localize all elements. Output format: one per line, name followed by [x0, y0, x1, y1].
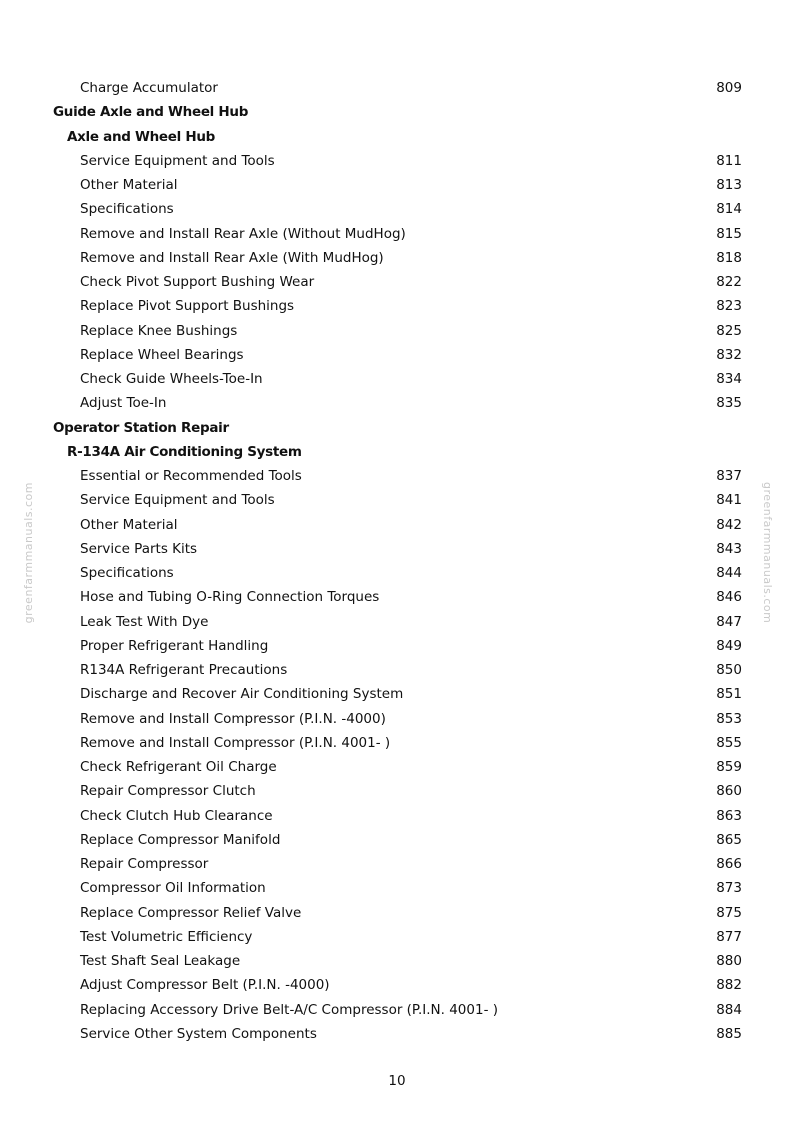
toc-entry-page: 823 — [716, 298, 742, 315]
toc-entry-page: 875 — [716, 904, 742, 921]
toc-entry[interactable] — [0, 828, 794, 852]
toc-entry-page: 811 — [716, 152, 742, 169]
toc-entry[interactable] — [0, 925, 794, 949]
toc-entry-page: 832 — [716, 346, 742, 363]
toc-entry-title: Adjust Compressor Belt (P.I.N. -4000) — [80, 977, 330, 994]
toc-entry[interactable] — [0, 464, 794, 488]
toc-entry-title: Replace Compressor Manifold — [80, 831, 281, 848]
toc-entry[interactable] — [0, 658, 794, 682]
toc-entry-title: Other Material — [80, 177, 178, 193]
toc-entry-page: 842 — [716, 516, 742, 533]
toc-entry-title: Replacing Accessory Drive Belt-A/C Compressor (P.I.N. 4001- ) — [80, 1001, 499, 1018]
toc-entry-title: Compressor Oil Information — [80, 880, 266, 897]
toc-entry[interactable] — [0, 537, 794, 561]
toc-entry[interactable] — [0, 804, 794, 828]
toc-entry-title: Replace Compressor Relief Valve — [80, 904, 302, 921]
toc-entry[interactable] — [0, 367, 794, 391]
toc-section-heading[interactable] — [0, 416, 794, 440]
toc-entry[interactable] — [0, 246, 794, 270]
toc-entry[interactable] — [0, 391, 794, 415]
toc-entry-title: Repair Compressor Clutch — [80, 783, 256, 800]
toc-entry-page: 814 — [716, 201, 742, 218]
toc-entry-page: 813 — [716, 177, 742, 193]
toc-entry-title: Replace Knee Bushings — [80, 322, 238, 339]
toc-entry-title: Check Pivot Support Bushing Wear — [80, 274, 315, 290]
table-of-contents — [0, 76, 794, 1046]
toc-entry[interactable] — [0, 173, 794, 197]
toc-entry[interactable] — [0, 343, 794, 367]
toc-entry-page: 865 — [716, 831, 742, 848]
toc-entry-title: Service Equipment and Tools — [80, 152, 275, 169]
toc-entry-page: 885 — [716, 1025, 742, 1042]
toc-entry[interactable] — [0, 197, 794, 221]
toc-entry[interactable] — [0, 949, 794, 973]
toc-entry[interactable] — [0, 149, 794, 173]
toc-entry-page: 843 — [716, 540, 742, 557]
toc-entry[interactable] — [0, 270, 794, 294]
toc-entry-title: Repair Compressor — [80, 856, 209, 872]
toc-entry-page: 884 — [716, 1001, 742, 1018]
toc-entry-title: Check Refrigerant Oil Charge — [80, 759, 277, 775]
toc-entry-page: 809 — [716, 80, 742, 96]
toc-entry-page: 880 — [716, 953, 742, 969]
toc-entry-page: 850 — [716, 662, 742, 678]
toc-entry-title: Specifications — [80, 201, 174, 218]
toc-entry-page: 877 — [716, 928, 742, 945]
toc-entry-page: 851 — [716, 686, 742, 703]
toc-entry[interactable] — [0, 731, 794, 755]
toc-entry[interactable] — [0, 779, 794, 803]
toc-entry[interactable] — [0, 585, 794, 609]
toc-entry-title: Replace Wheel Bearings — [80, 346, 244, 363]
toc-entry-page: 866 — [716, 856, 742, 872]
toc-entry-page: 835 — [716, 395, 742, 412]
toc-entry[interactable] — [0, 610, 794, 634]
toc-entry-page: 815 — [716, 225, 742, 242]
toc-entry[interactable] — [0, 876, 794, 900]
toc-entry[interactable] — [0, 852, 794, 876]
watermark-right: greenfarmmanuals.com — [761, 482, 774, 624]
toc-entry-title: Axle and Wheel Hub — [67, 128, 216, 145]
toc-entry-title: Test Volumetric Efficiency — [80, 928, 253, 945]
toc-entry[interactable] — [0, 998, 794, 1022]
toc-entry-title: Service Equipment and Tools — [80, 492, 275, 509]
toc-entry-page: 837 — [716, 468, 742, 484]
toc-entry-title: R-134A Air Conditioning System — [67, 443, 302, 460]
toc-entry-title: Service Parts Kits — [80, 540, 198, 557]
toc-entry[interactable] — [0, 755, 794, 779]
toc-entry-page: 859 — [716, 759, 742, 775]
toc-subsection-heading[interactable] — [0, 125, 794, 149]
toc-entry-page: 863 — [716, 807, 742, 824]
toc-entry-title: R134A Refrigerant Precautions — [80, 662, 288, 678]
toc-entry[interactable] — [0, 682, 794, 706]
toc-entry-page: 825 — [716, 322, 742, 339]
toc-entry-title: Guide Axle and Wheel Hub — [53, 104, 249, 121]
toc-entry-title: Proper Refrigerant Handling — [80, 637, 269, 654]
toc-entry-page: 834 — [716, 371, 742, 387]
watermark-left: greenfarmmanuals.com — [22, 482, 35, 624]
toc-entry-title: Service Other System Components — [80, 1025, 317, 1042]
toc-entry-title: Check Guide Wheels-Toe-In — [80, 371, 263, 387]
toc-entry-page: 873 — [716, 880, 742, 897]
toc-subsection-heading[interactable] — [0, 440, 794, 464]
toc-entry-title: Other Material — [80, 516, 178, 533]
toc-entry-title: Charge Accumulator — [80, 80, 218, 96]
toc-entry-title: Essential or Recommended Tools — [80, 468, 302, 484]
toc-entry-page: 860 — [716, 783, 742, 800]
toc-entry[interactable] — [0, 319, 794, 343]
toc-entry-title: Test Shaft Seal Leakage — [80, 953, 241, 969]
toc-entry-page: 847 — [716, 613, 742, 630]
toc-entry-page: 849 — [716, 637, 742, 654]
toc-entry-title: Remove and Install Rear Axle (Without MudHog) — [80, 225, 406, 242]
toc-entry-title: Leak Test With Dye — [80, 613, 209, 630]
toc-entry-page: 844 — [716, 565, 742, 581]
toc-entry-title: Adjust Toe-In — [80, 395, 167, 412]
toc-entry[interactable] — [0, 634, 794, 658]
toc-entry[interactable] — [0, 222, 794, 246]
toc-entry-title: Remove and Install Compressor (P.I.N. 4001- ) — [80, 734, 391, 751]
toc-entry[interactable] — [0, 488, 794, 512]
toc-section-heading[interactable] — [0, 100, 794, 124]
toc-entry[interactable] — [0, 1022, 794, 1046]
toc-entry[interactable] — [0, 973, 794, 997]
toc-entry[interactable] — [0, 76, 794, 100]
toc-entry-title: Operator Station Repair — [53, 419, 229, 436]
toc-entry[interactable] — [0, 707, 794, 731]
toc-entry-title: Hose and Tubing O-Ring Connection Torques — [80, 589, 380, 606]
toc-entry-title: Discharge and Recover Air Conditioning System — [80, 686, 404, 703]
toc-entry-title: Remove and Install Rear Axle (With MudHog) — [80, 249, 384, 266]
toc-entry-title: Specifications — [80, 565, 174, 581]
toc-entry-page: 818 — [716, 249, 742, 266]
toc-entry[interactable] — [0, 294, 794, 318]
toc-entry[interactable] — [0, 901, 794, 925]
toc-entry-page: 841 — [716, 492, 742, 509]
toc-entry-page: 855 — [716, 734, 742, 751]
toc-entry-title: Remove and Install Compressor (P.I.N. -4000) — [80, 710, 386, 727]
toc-entry-title: Check Clutch Hub Clearance — [80, 807, 273, 824]
toc-entry-title: Replace Pivot Support Bushings — [80, 298, 295, 315]
toc-entry-page: 853 — [716, 710, 742, 727]
toc-entry[interactable] — [0, 561, 794, 585]
toc-entry[interactable] — [0, 513, 794, 537]
toc-entry-page: 882 — [716, 977, 742, 994]
toc-entry-page: 846 — [716, 589, 742, 606]
page-number: 10 — [388, 1073, 406, 1089]
toc-entry-page: 822 — [716, 274, 742, 290]
